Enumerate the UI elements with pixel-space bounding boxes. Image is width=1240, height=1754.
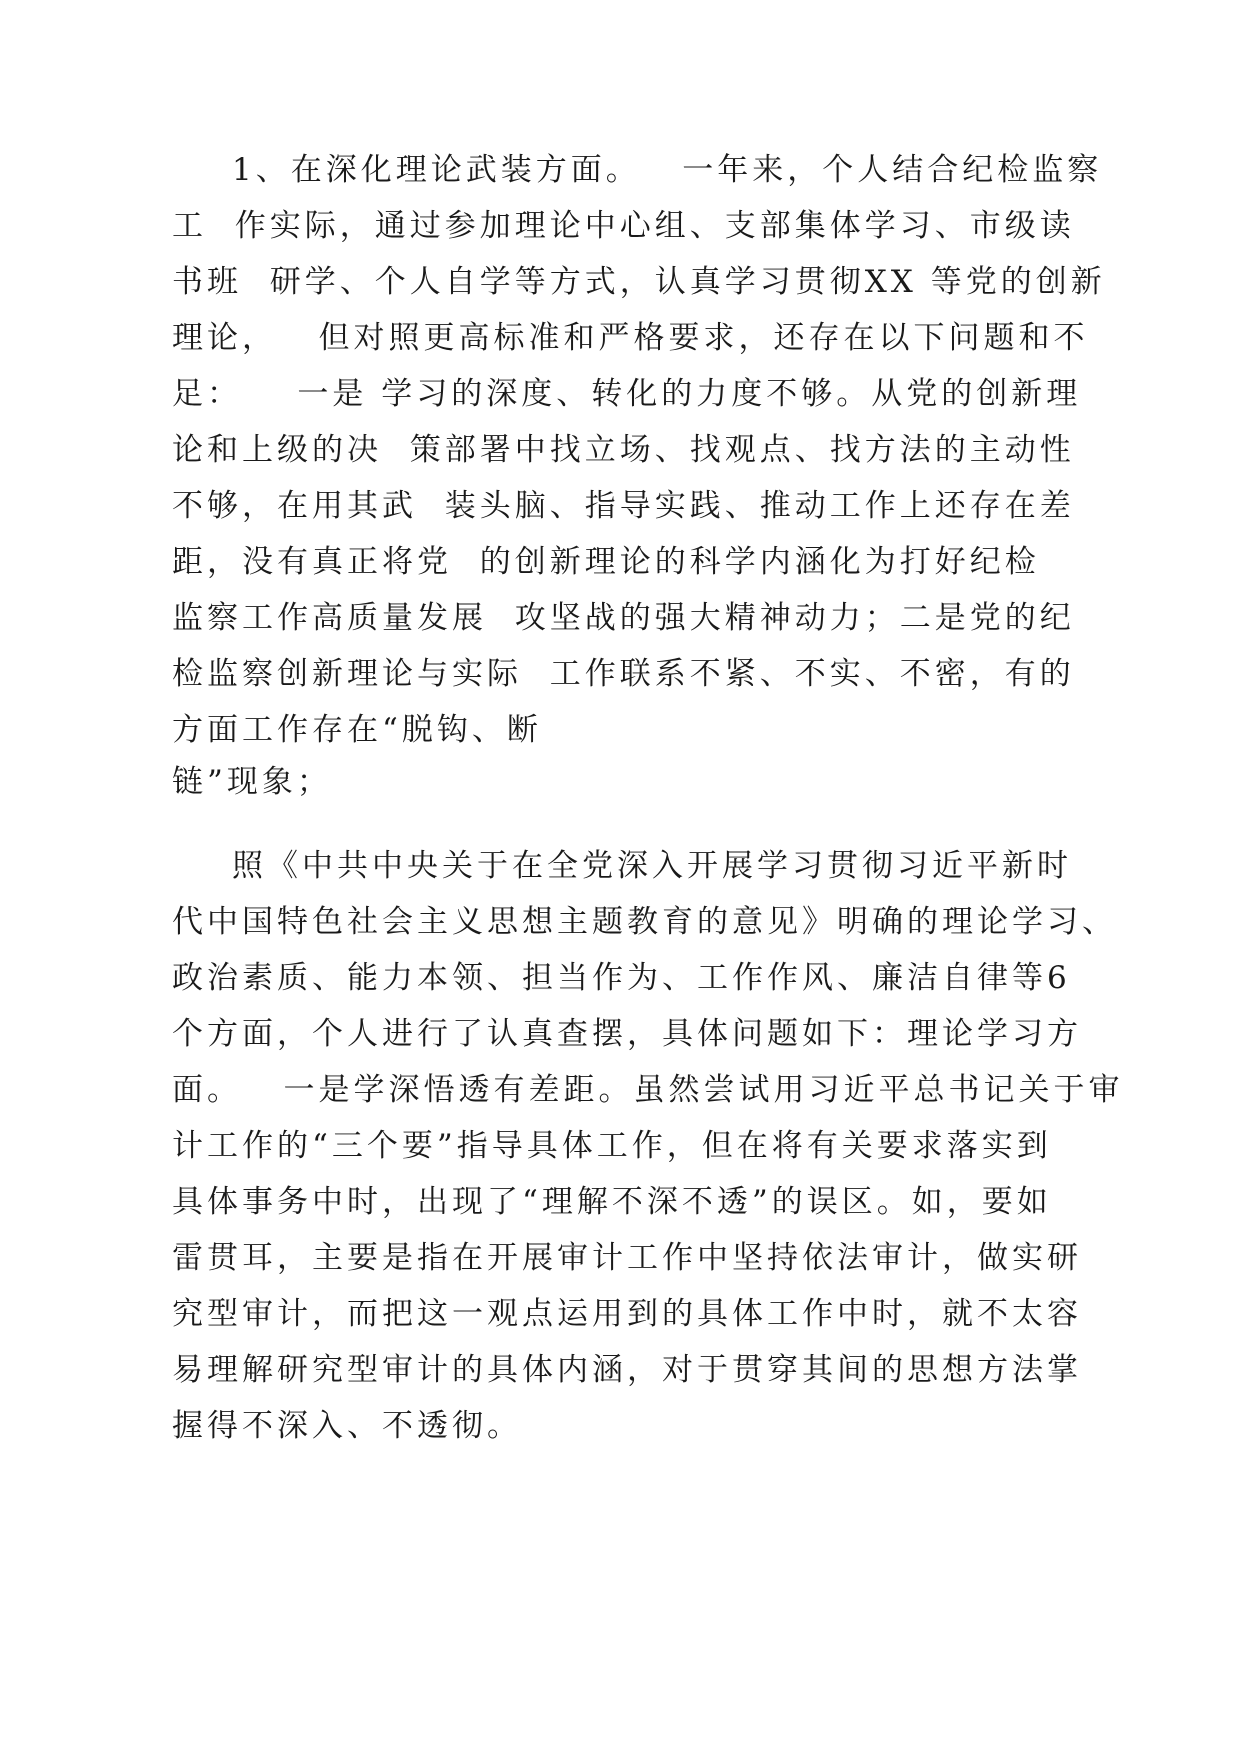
text-line: 面。 一是学深悟透有差距。虽然尝试用习近平总书记关于审 xyxy=(172,1072,1124,1108)
text-line: 雷贯耳，主要是指在开展审计工作中坚持依法审计，做实研 xyxy=(172,1240,1082,1276)
text-line: 照《中共中央关于在全党深入开展学习贯彻习近平新时 xyxy=(232,848,1072,884)
text-line: 握得不深入、不透彻。 xyxy=(172,1408,522,1444)
text-line: 个方面，个人进行了认真查摆，具体问题如下：理论学习方 xyxy=(172,1016,1082,1052)
text-line: 论和上级的决 策部署中找立场、找观点、找方法的主动性 xyxy=(172,432,1075,468)
text-line: 代中国特色社会主义思想主题教育的意见》明确的理论学习、 xyxy=(172,904,1117,940)
text-line: 理论， 但对照更高标准和严格要求，还存在以下问题和不 xyxy=(172,320,1089,356)
text-line: 政治素质、能力本领、担当作为、工作作风、廉洁自律等6 xyxy=(172,960,1071,996)
text-line: 究型审计，而把这一观点运用到的具体工作中时，就不太容 xyxy=(172,1296,1082,1332)
text-line: 1、在深化理论武装方面。 一年来，个人结合纪检监察 xyxy=(232,152,1103,188)
text-line: 检监察创新理论与实际 工作联系不紧、不实、不密，有的 xyxy=(172,656,1075,692)
text-line: 易理解研究型审计的具体内涵，对于贯穿其间的思想方法掌 xyxy=(172,1352,1082,1388)
text-line: 距，没有真正将党 的创新理论的科学内涵化为打好纪检 xyxy=(172,544,1040,580)
text-line: 链”现象； xyxy=(172,764,332,800)
text-line: 具体事务中时，出现了“理解不深不透”的误区。如，要如 xyxy=(172,1184,1052,1220)
text-line: 书班 研学、个人自学等方式，认真学习贯彻XX 等党的创新 xyxy=(172,264,1106,300)
text-line: 足： 一是 学习的深度、转化的力度不够。从党的创新理 xyxy=(172,376,1082,412)
text-line: 计工作的“三个要”指导具体工作，但在将有关要求落实到 xyxy=(172,1128,1052,1164)
text-line: 方面工作存在“脱钩、断 xyxy=(172,712,542,748)
text-line: 不够，在用其武 装头脑、指导实践、推动工作上还存在差 xyxy=(172,488,1075,524)
text-line: 工 作实际，通过参加理论中心组、支部集体学习、市级读 xyxy=(172,208,1075,244)
text-line: 监察工作高质量发展 攻坚战的强大精神动力；二是党的纪 xyxy=(172,600,1075,636)
